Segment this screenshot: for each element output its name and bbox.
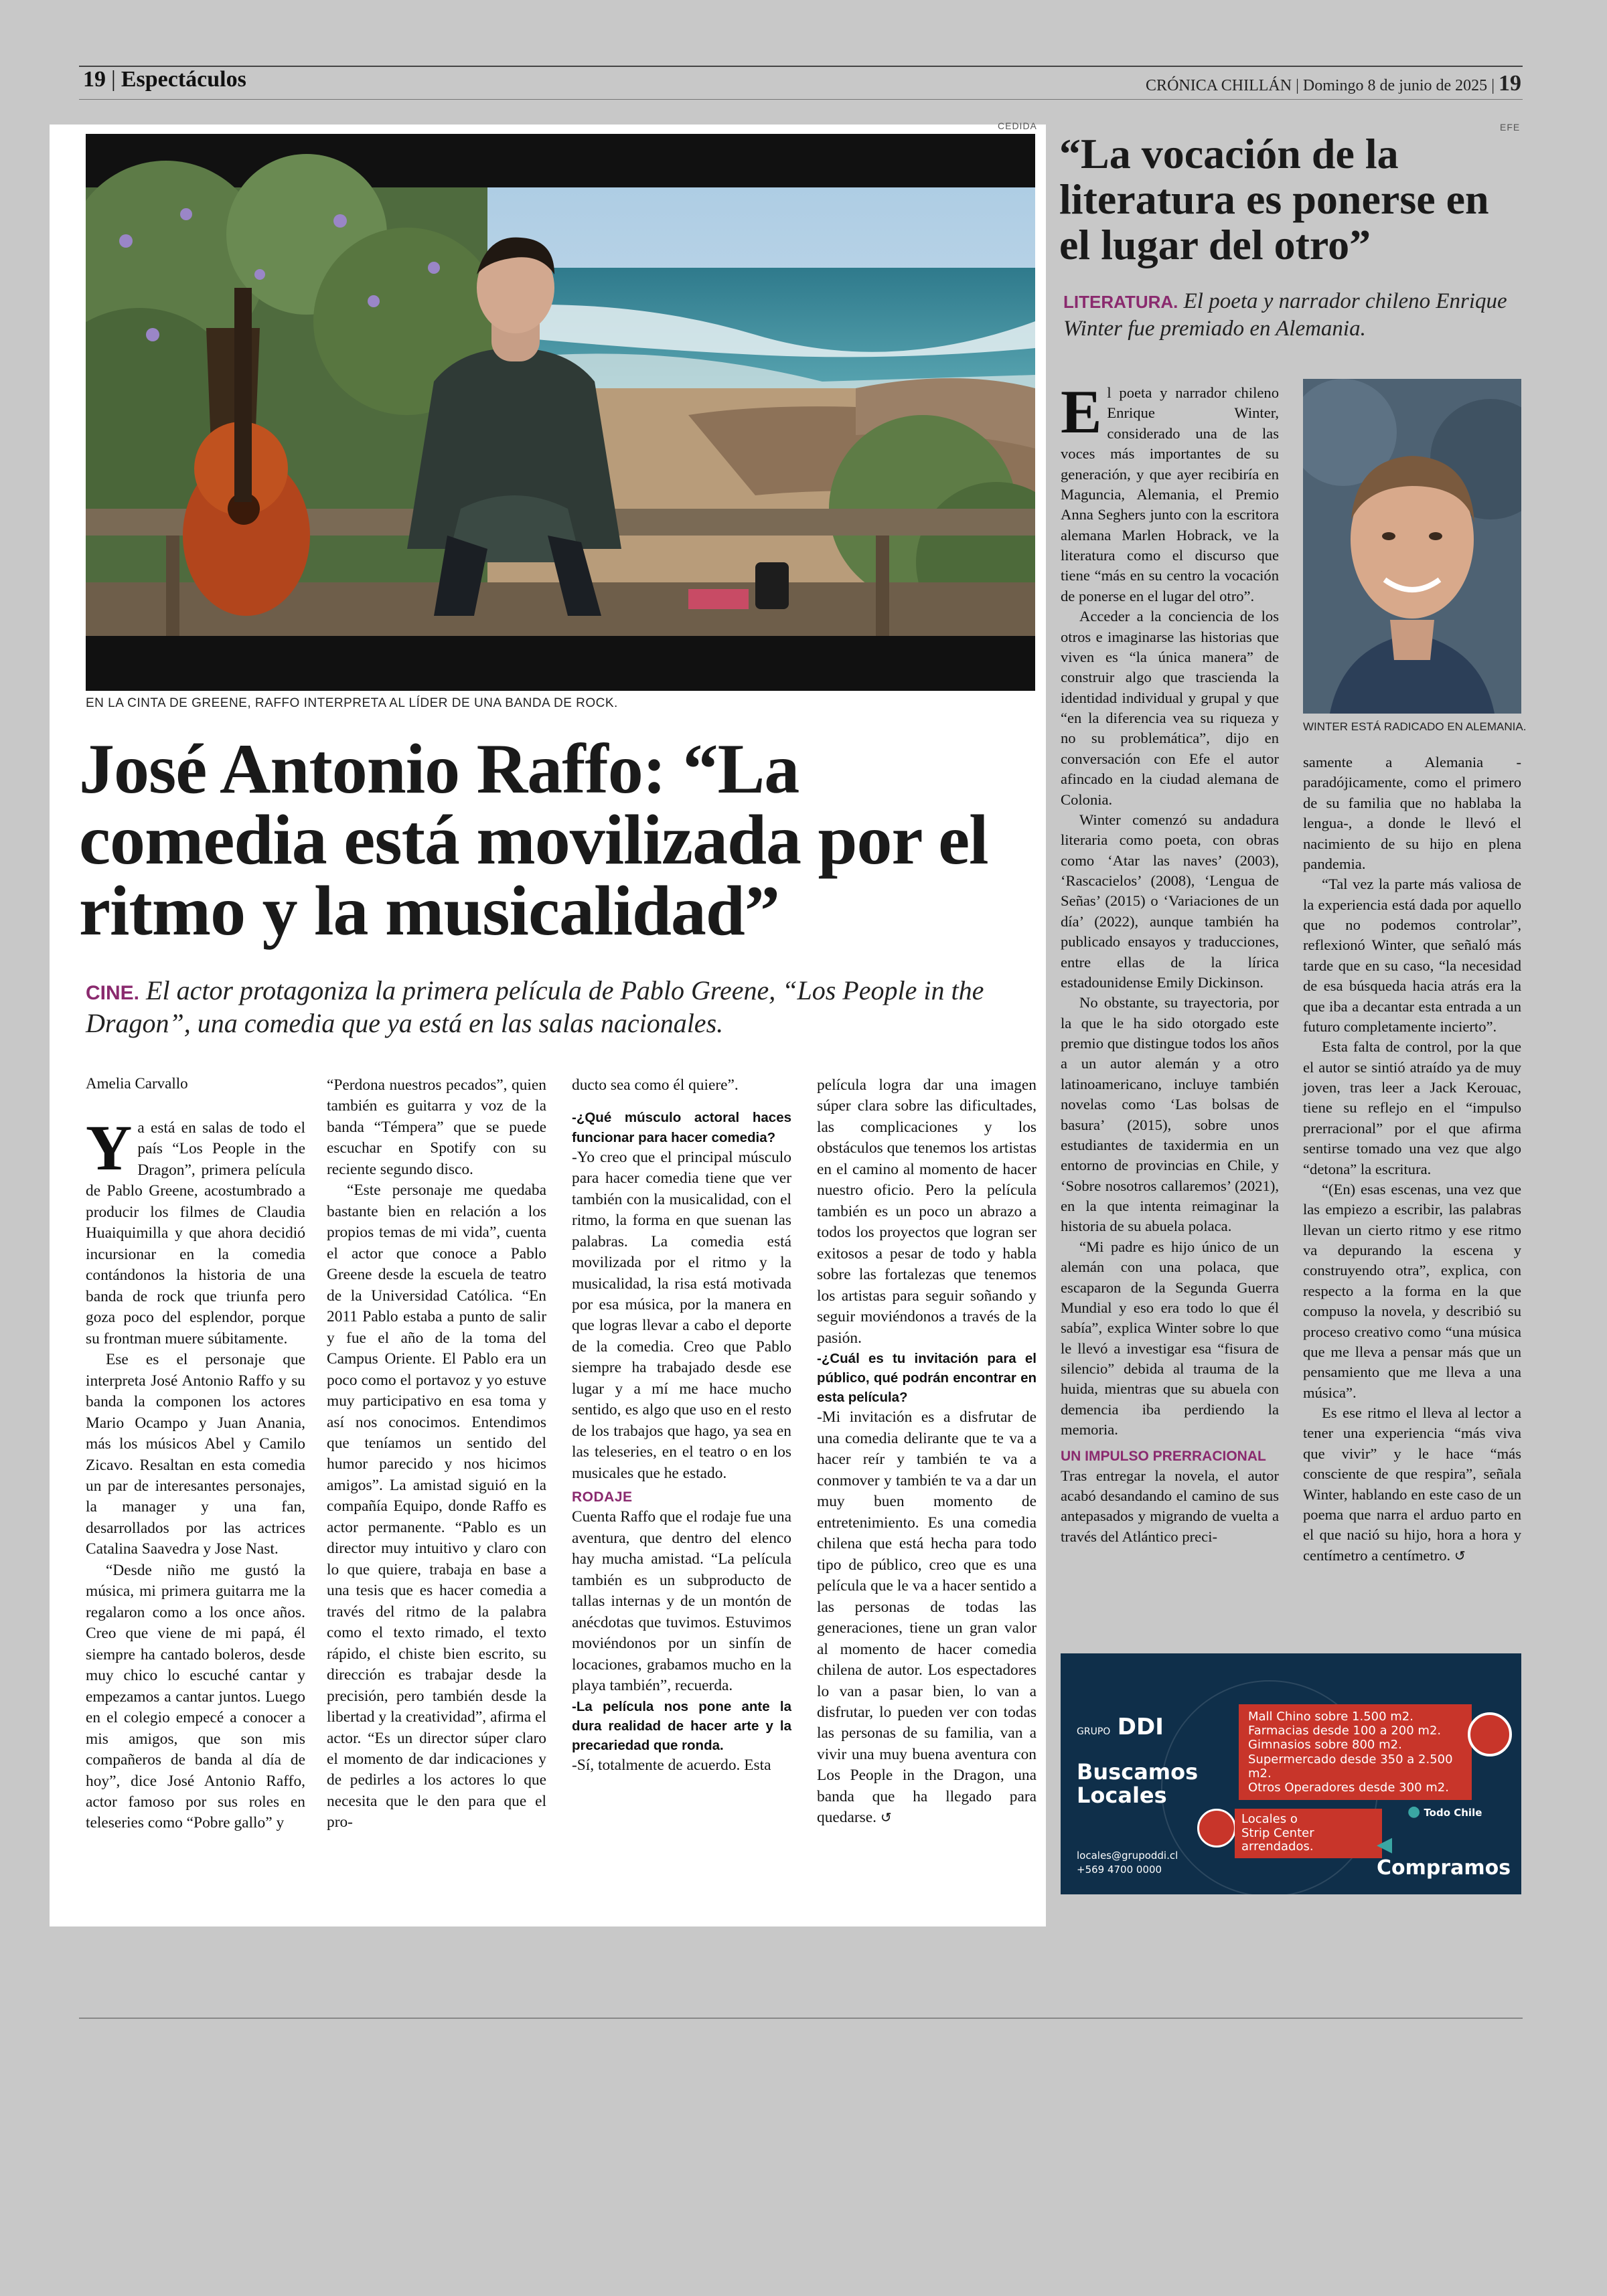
ad-grupo: GRUPO [1077, 1726, 1111, 1737]
portrait-caption: WINTER ESTÁ RADICADO EN ALEMANIA. [1303, 720, 1527, 733]
interview-question: -¿Cuál es tu invitación para el público, qué podrán encontrar en esta película? [817, 1351, 1037, 1406]
dropcap: E [1061, 378, 1102, 446]
main-column-2 [327, 1075, 546, 1833]
ad-brand-name: DDI [1117, 1714, 1164, 1740]
byline: Amelia Carvallo [86, 1075, 188, 1092]
ad-list-item: Supermercado desde 350 a 2.500 m2. [1248, 1752, 1453, 1781]
location-pin-icon: ● [1407, 1803, 1421, 1820]
page-number-right: 19 [1499, 71, 1521, 96]
ad-email[interactable]: locales@grupoddi.cl [1077, 1850, 1178, 1862]
issue-date: Domingo 8 de junio de 2025 [1302, 77, 1488, 94]
ad-brand [1077, 1714, 1164, 1740]
side-photo-credit: EFE [1500, 122, 1521, 133]
end-mark-icon: ↺ [1454, 1547, 1466, 1564]
paragraph-wrap [1303, 1403, 1521, 1566]
section-name: Espectáculos [121, 67, 246, 92]
section-heading: RODAJE [572, 1489, 633, 1505]
paragraph: Es ese ritmo el lleva al lector a tener una experiencia “más viva que vivir” y le hace “más consciente de que respira”, señala Winter, hablando en este caso de un poema que narra el arduo parto en el que nació su hijo, hora a hora y centímetro a centímetro. [1303, 1404, 1521, 1564]
end-mark-icon: ↺ [880, 1809, 892, 1826]
paragraph: Tras entregar la novela, el autor acabó desandando el camino de sus antepasados y migrando de vuelta a través del Atlántico preci- [1061, 1467, 1279, 1545]
ad-title [1077, 1760, 1198, 1807]
advertisement[interactable] [1061, 1653, 1521, 1894]
paragraph-text: a está en salas de todo el país “Los People in the Dragon”, primera película de Pablo Greene, acostumbrado a producir los filmes de Claudia Huaiquimilla y que ahora decidió incursionar en la comedia contándonos la historia de una banda de rock que triunfa pero goza poco del esplendor, porque su frontman muere súbitamente. [86, 1119, 305, 1347]
paragraph: Winter comenzó su andadura literaria como poeta, con obras como ‘Atar las naves’ (2003), ‘Rascacielos’ (2008), ‘Lengua de Señas’ (2015) o ‘Variaciones de un día’ (2022), aunque también ha publicado ensayos y traducciones, entre ellas de la lírica estadounidense Emily Dickinson. [1061, 811, 1279, 991]
header-rule-bottom [79, 99, 1523, 100]
ad-strip-line2: Strip Center [1241, 1825, 1314, 1840]
interview-answer: -Yo creo que el principal músculo para hacer comedia tiene que ver también con la musicalidad, con el ritmo, la forma en que suenan las palabras. La comedia está movilizada por el ritmo y la musicalidad, la risa está motivada por esa música, por la manera en que logras llevar a cabo el deporte de la comedia. Creo que Pablo siempre ha trabajado desde ese lugar y a mí me hace mucho sentido, es algo que uso en el resto de los trabajos que hago, ya sea en las teleseries, en el teatro o en los musicales que he estado. [572, 1148, 791, 1482]
ad-strip-line3: arrendados. [1241, 1839, 1314, 1854]
main-column-1 [86, 1112, 305, 1834]
ad-list-item: Otros Operadores desde 300 m2. [1248, 1781, 1449, 1795]
section-heading: UN IMPULSO PRERRACIONAL [1061, 1448, 1266, 1464]
ad-phone[interactable]: +569 4700 0000 [1077, 1864, 1162, 1876]
main-column-4 [817, 1075, 1037, 1829]
paragraph: “Tal vez la parte más valiosa de la experiencia está dada por aquello que no podemos controlar”, reflexionó Winter, que señaló más tarde que en su caso, “la necesidad de esa búsqueda hacia atrás era la que iba a decantar esta entrada a un futuro completamente incierto”. [1303, 876, 1521, 1035]
ad-list-item: Gimnasios sobre 800 m2. [1248, 1738, 1402, 1752]
arrow-icon: ◀ [1377, 1833, 1393, 1856]
ad-contact [1077, 1849, 1178, 1877]
side-subhead-block [1063, 288, 1532, 343]
ad-list-item: Mall Chino sobre 1.500 m2. [1248, 1710, 1413, 1724]
side-column-1 [1061, 378, 1279, 1547]
ad-list [1239, 1704, 1472, 1800]
paragraph: Esta falta de control, por la que el autor se sintió atraído ya de muy joven, tras leer a Jack Kerouac, tiene su reflejo en el “impulso prerracional” por el que afirma sentirse tomado una vez que algo “detona” la escritura. [1303, 1038, 1521, 1177]
ad-list-item: Farmacias desde 100 a 200 m2. [1248, 1724, 1442, 1738]
ad-cta[interactable] [1377, 1833, 1521, 1880]
paragraph: No obstante, su trayectoria, por la que le ha sido otorgado este premio que distingue todos los años a un autor alemán y a otro latinoamericano, incluye también novelas como ‘Las bolsas de basura’ (2015), sobre unos estudiantes de taxidermia en un entorno de provincias en Chile, y ‘Sobre nosotros callaremos’ (2021), en la que intenta reimaginar la historia de su abuela polaca. [1061, 994, 1279, 1235]
interview-question: -La película nos pone ante la dura realidad de hacer arte y la precariedad que ronda. [572, 1698, 791, 1753]
ad-pin-icon [1468, 1712, 1512, 1756]
main-photo [86, 134, 1035, 691]
page-header-left: 19 | Espectáculos [83, 67, 246, 92]
paragraph-text: l poeta y narrador chileno Enrique Winter, considerado una de las voces más importantes de su generación, y que ayer recibiría en Maguncia, Alemania, el Premio Anna Seghers junto con la escritora alemana Marlen Hobrack, ve la literatura como el discurso que tiene “más en su centro la vocación de ponerse en el lugar del otro”. [1061, 384, 1279, 604]
paragraph: “Mi padre es hijo único de un alemán con una polaca, que escaparon de la Segunda Guerra Mundial y eso era todo lo que él sabía”, explica Winter sobre lo que le llevó a investigar esa “fisura de silencio” debida al trauma de la huida, mientras que su abuela con demencia iba perdiendo la memoria. [1061, 1238, 1279, 1439]
page-header-right: CRÓNICA CHILLÁN | Domingo 8 de junio de 2025 | 19 [1146, 71, 1521, 96]
page-number-left: 19 [83, 67, 106, 92]
paragraph [1061, 378, 1279, 606]
main-photo-caption: EN LA CINTA DE GREENE, RAFFO INTERPRETA AL LÍDER DE UNA BANDA DE ROCK. [86, 696, 618, 710]
winter-portrait [1303, 379, 1521, 714]
side-headline: “La vocación de la literatura es ponerse en el lugar del otro” [1059, 130, 1489, 268]
paragraph: samente a Alemania -paradójicamente, como el primero de su familia que no hablaba la lengua-, a donde le llevó el nacimiento de su hijo en plena pandemia. [1303, 754, 1521, 872]
photo-credit: CEDIDA [998, 120, 1037, 131]
ad-cta-text: Compramos [1377, 1856, 1511, 1880]
paragraph: Cuenta Raffo que el rodaje fue una aventura, que dentro del elenco hay mucha amistad. “La película también es un subproducto de tallas internas y de un montón de anécdotas que tuvimos. Estuvimos moviéndonos por un sinfín de locaciones, grabamos mucho en la playa también”, recuerda. [572, 1508, 791, 1695]
ad-region [1407, 1803, 1482, 1820]
paragraph: “Este personaje me quedaba bastante bien en relación a los propios temas de mi vida”, cuenta el actor que conoce a Pablo Greene desde la escuela de teatro de la Universidad Católica. “En 2011 Pablo estaba a punto de salir y fue el año de la toma del Campus Oriente. El Pablo era un poco como el portavoz y yo estuve muy participativo en esa toma y así nos conocimos. Entendimos que teníamos un sentido del humor parecido y nos hicimos amigos”. La amistad siguió en la compañía Equipo, donde Raffo es actor permanente. “Pablo es un director muy intuitivo y claro con lo que quiere, trabaja en base a una tesis que es hacer comedia a través del ritmo de la palabra como el texto rimado, el texto rápido, el chiste bien escrito, su dirección es trabajar desde la precisión, pero también desde la libertad y la creatividad”, afirma el actor. “Es un director súper claro el momento de dar indicaciones y de pedirles a los actores lo que necesita que le den para que el pro- [327, 1181, 546, 1831]
side-subhead: El poeta y narrador chileno Enrique Winter fue premiado en Alemania. [1063, 289, 1507, 341]
interview-answer: -Mi invitación es a disfrutar de una comedia delirante que te va a hacer reír y también te va a conmover y también te va a dar un muy buen momento de entretenimiento. Es una comedia chilena que está hecha para todo tipo de público, creo que es una película que le va a hacer sentido a las personas de todas las generaciones, tiene un gran valor al momento de hacer comedia chilena de autor. Los espectadores lo van a pasar bien, lo van a disfrutar, lo pueden ver con todas las personas de su familia, van a vivir una muy buena aventura con Los People in the Dragon, una banda que ha llegado para quedarse. [817, 1408, 1037, 1827]
header-rule [79, 66, 1523, 67]
dropcap: Y [86, 1112, 133, 1183]
main-photo-illustration [86, 134, 1035, 691]
main-subhead-block [86, 975, 1037, 1040]
ad-region-text: Todo Chile [1424, 1807, 1482, 1819]
paragraph: película logra dar una imagen súper clara sobre las dificultades, las complicaciones y los obstáculos que tenemos los artistas en el camino al momento de hacer nuestro oficio. Pero la película también es un poco un abrazo a todos los proyectos que logran ser exitosos a pesar de todo y habla sobre las fortalezas que tenemos los artistas para seguir soñando y seguir moviéndonos a través de la pasión. [817, 1076, 1037, 1347]
main-kicker: CINE. [86, 982, 140, 1004]
ad-strip [1235, 1809, 1382, 1858]
main-column-3 [572, 1075, 791, 1776]
paragraph: “Perdona nuestros pecados”, quien también es guitarra y voz de la banda “Témpera” que se puede escuchar en Spotify con su reciente segundo disco. [327, 1076, 546, 1178]
side-column-2 [1303, 752, 1521, 1566]
paragraph: Acceder a la conciencia de los otros e imaginarse las historias que viven es “la única manera” de construir algo que trascienda la identidad individual y grupal y que “en la diferencia vea su riqueza y no su problemática”, dijo en conversación con Efe el autor afincado en la ciudad alemana de Colonia. [1061, 608, 1279, 808]
main-subhead: El actor protagoniza la primera película de Pablo Greene, “Los People in the Dragon”, una comedia que ya está en las salas nacionales. [86, 975, 984, 1038]
interview-answer: -Sí, totalmente de acuerdo. Esta [572, 1756, 771, 1774]
paragraph: ducto sea como él quiere”. [572, 1076, 739, 1094]
interview-question: -¿Qué músculo actoral haces funcionar para hacer comedia? [572, 1110, 791, 1145]
ad-store-icon [1197, 1809, 1236, 1848]
paragraph: “(En) esas escenas, una vez que las empiezo a escribir, las palabras llevan un cierto ritmo y ese ritmo va depurando la escena y construyendo otra”, explica, con respecto a la forma en la que compuso la novela, y describió su proceso creativo como “una música que me lleva a pensar más que un pensamiento que me lleva a una música”. [1303, 1180, 1521, 1401]
footer-rule [79, 2018, 1523, 2019]
portrait-illustration [1303, 379, 1521, 714]
main-headline: José Antonio Raffo: “La comedia está movilizada por el ritmo y la musicalidad” [79, 730, 988, 950]
paragraph: “Desde niño me gustó la música, mi primera guitarra me la regalaron como a los once años. Creo que viene de mi papá, él siempre ha cantado boleros, desde muy chico lo escuché cantar y empezamos a cantar juntos. Luego en el colegio empecé a conocer a mis amigos, que son mis compañeros de banda al día de hoy”, dice José Antonio Raffo, actor famoso por sus roles en teleseries como “Pobre gallo” y [86, 1561, 305, 1832]
paragraph: Ese es el personaje que interpreta José Antonio Raffo y su banda la componen los actores Mario Ocampo y Juan Anania, más los músicos Abel y Camilo Zicavo. Resaltan en esta comedia un par de interesantes personajes, la manager y una fan, desarrollados por las actrices Catalina Saavedra y Jose Nast. [86, 1351, 305, 1558]
paragraph [86, 1112, 305, 1349]
ad-title-line2: Locales [1077, 1783, 1167, 1809]
interview-answer-wrap [817, 1407, 1037, 1828]
ad-strip-line1: Locales o [1241, 1812, 1298, 1826]
side-kicker: LITERATURA. [1063, 292, 1178, 312]
ad-title-line1: Buscamos [1077, 1759, 1199, 1785]
newspaper-name: CRÓNICA CHILLÁN [1146, 77, 1292, 94]
